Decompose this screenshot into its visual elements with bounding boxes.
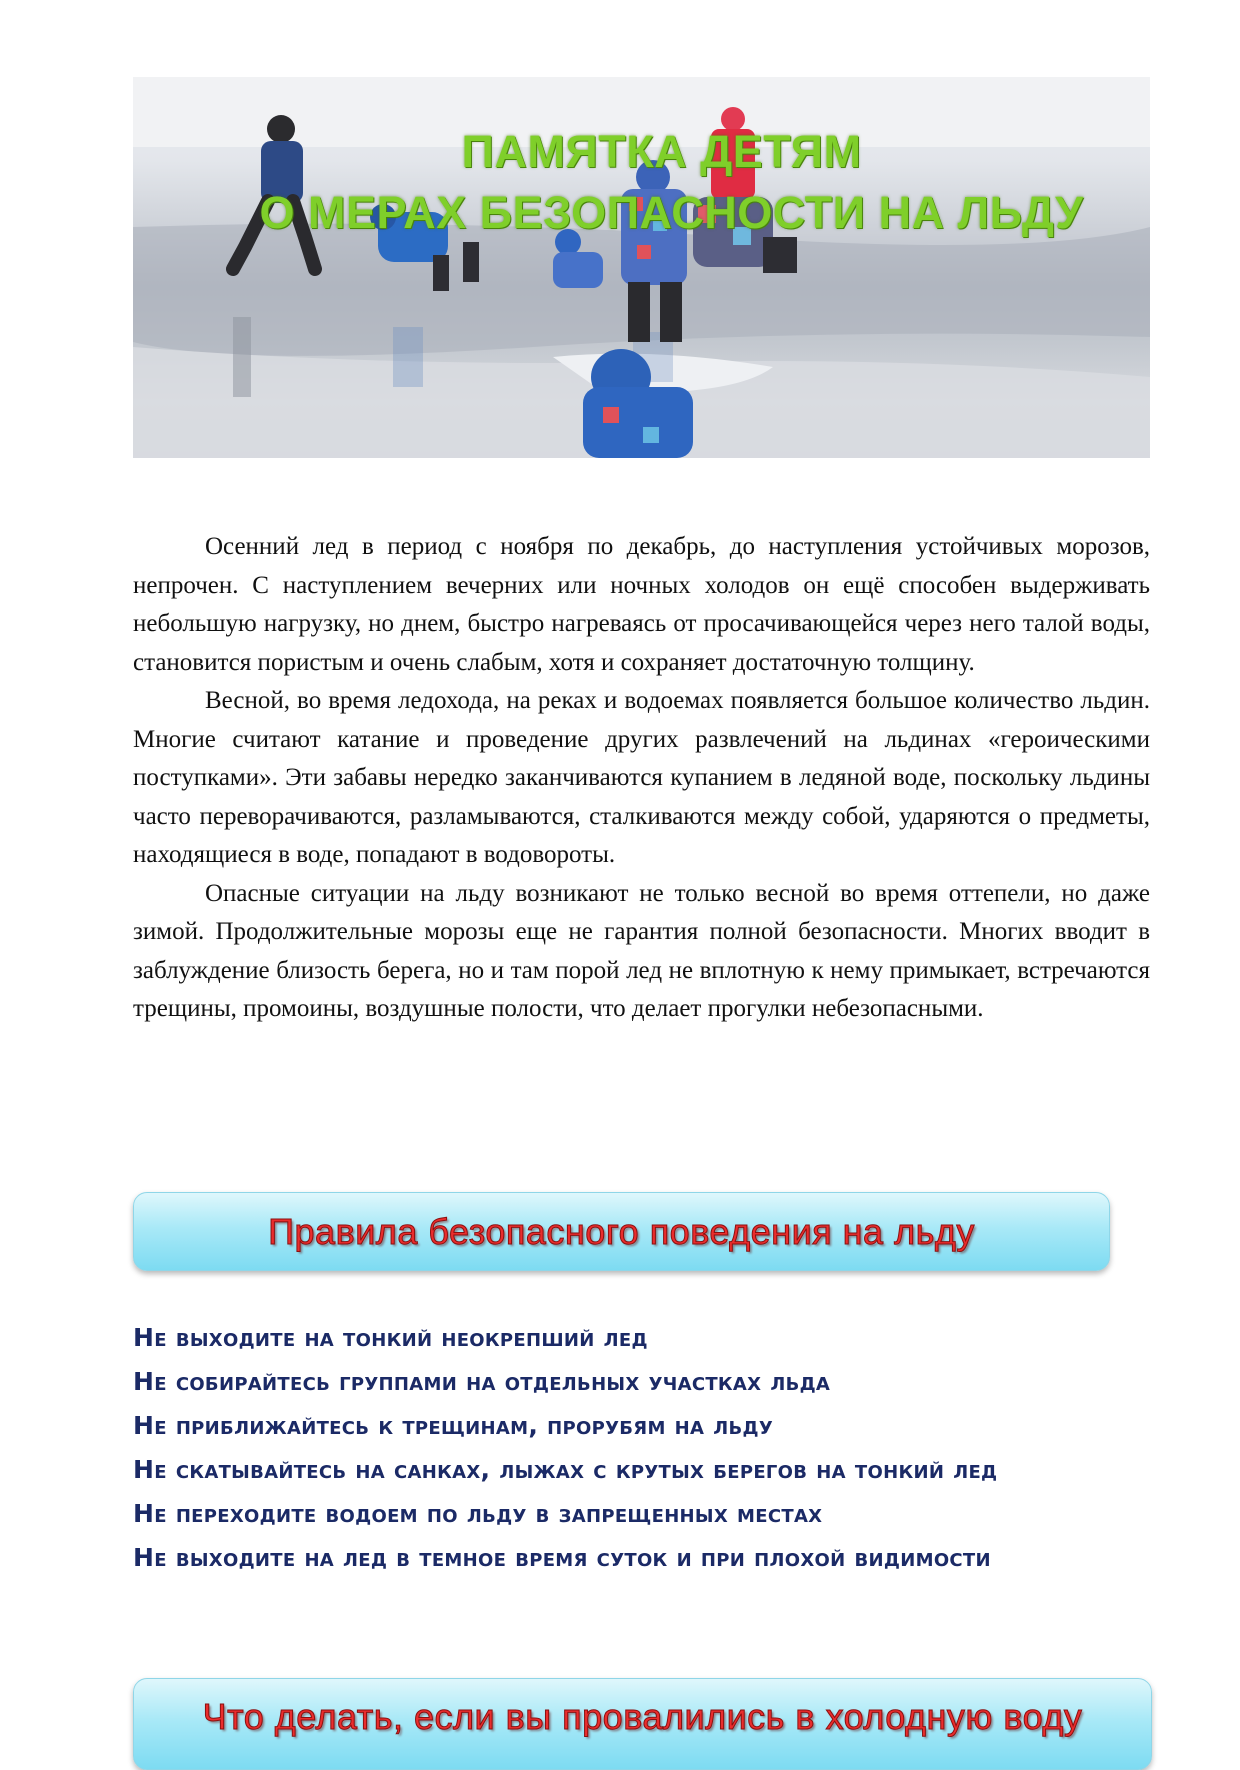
rule-item: Не скатывайтесь на санках, лыжах с крутых берегов на тонкий лед bbox=[133, 1455, 998, 1484]
rule-item: Не собирайтесь группами на отдельных участках льда bbox=[133, 1367, 831, 1396]
fall-in-section-header: Что делать, если вы провалились в холодную воду bbox=[133, 1678, 1152, 1770]
rule-item: Не выходите на тонкий неокрепший лед bbox=[133, 1323, 648, 1352]
article-paragraph: Осенний лед в период с ноября по декабрь, до наступления устойчивых морозов, непрочен. С наступлением вечерних или ночных холодов он ещё способен выдерживать небольшую нагрузку, но днем, быстро нагреваясь от просачивающейся через него талой воды, становится пористым и очень слабым, хотя и сохраняет достаточную толщину. bbox=[133, 533, 1150, 676]
rules-section-header: Правила безопасного поведения на льду bbox=[133, 1192, 1110, 1271]
rule-item: Не переходите водоем по льду в запрещенных местах bbox=[133, 1499, 823, 1528]
header-banner bbox=[133, 77, 1150, 458]
rule-item: Не приближайтесь к трещинам, прорубям на льду bbox=[133, 1411, 774, 1440]
article-body bbox=[133, 528, 1150, 1029]
banner-title-line1: ПАМЯТКА ДЕТЯМ bbox=[461, 126, 862, 177]
article-paragraph: Весной, во время ледохода, на реках и водоемах появляется большое количество льдин. Многие считают катание и проведение других развлечений на льдинах «героическими поступками». Эти забавы нередко заканчиваются купанием в ледяной воде, поскольку льдины часто переворачиваются, разламываются, сталкиваются между собой, ударяются о предметы, находящиеся в воде, попадают в водовороты. bbox=[133, 687, 1150, 868]
rules-list bbox=[133, 1316, 1163, 1580]
rule-item: Не выходите на лед в темное время суток и при плохой видимости bbox=[133, 1543, 991, 1572]
banner-title-line2: О МЕРАХ БЕЗОПАСНОСТИ НА ЛЬДУ bbox=[259, 187, 1084, 238]
article-paragraph: Опасные ситуации на льду возникают не только весной во время оттепели, но даже зимой. Продолжительные морозы еще не гарантия полной безопасности. Многих вводит в заблуждение близость берега, но и там порой лед не вплотную к нему примыкает, встречаются трещины, промоины, воздушные полости, что делает прогулки небезопасными. bbox=[133, 879, 1150, 1022]
